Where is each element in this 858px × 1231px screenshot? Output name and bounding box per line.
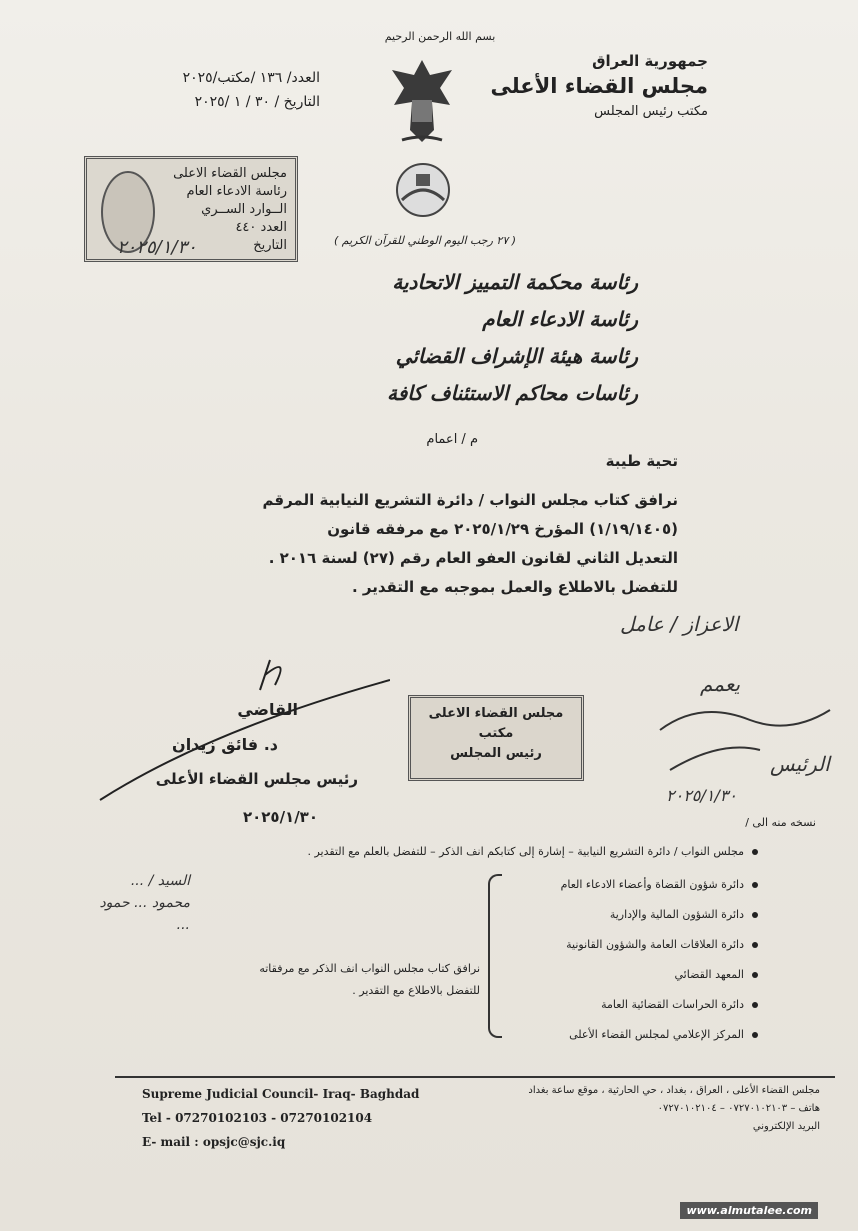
footer-arabic <box>490 1082 820 1136</box>
stamp-line: رئاسة الادعاء العام <box>186 184 287 199</box>
bullet-icon <box>752 1032 758 1038</box>
bullet-icon <box>752 942 758 948</box>
brace-icon <box>488 874 502 1038</box>
national-quran-day: ( ٢٧ رجب اليوم الوطني للقرآن الكريم ) <box>333 234 517 247</box>
footer-ar-email: البريد الإلكتروني <box>752 1121 820 1132</box>
body-line: التعديل الثاني لقانون العفو العام رقم (٢٧) لسنة ٢٠١٦ . <box>268 549 678 567</box>
reference-number: العدد/ ١٣٦ /مكتب/٢٠٢٥ <box>182 70 320 86</box>
office-name: مكتب رئيس المجلس <box>594 104 708 119</box>
body-line: للتفضل بالاطلاع والعمل بموجبه مع التقدير . <box>351 578 678 596</box>
eagle-emblem-icon <box>372 50 472 150</box>
addressees <box>218 270 638 418</box>
addressee: رئاسات محاكم الاستئناف كافة <box>387 381 638 405</box>
signatory-role: القاضي <box>237 700 298 719</box>
letter-body <box>178 486 678 602</box>
bullet-icon <box>752 1002 758 1008</box>
footer-en-tel: Tel - 07270102103 - 07270102104 <box>142 1111 373 1125</box>
addressee: رئاسة الادعاء العام <box>482 307 638 331</box>
signatory-title: رئيس مجلس القضاء الأعلى <box>155 770 358 788</box>
handwritten-note: الاعزاز / عامل <box>620 612 739 636</box>
bullet-icon <box>752 972 758 978</box>
footer-en-name: Supreme Judicial Council- Iraq- Baghdad <box>142 1087 420 1101</box>
stamp-number: العدد ٤٤٠ <box>235 220 287 235</box>
list-item: دائرة العلاقات العامة والشؤون القانونية <box>478 930 758 960</box>
signatory-name: د. فائق زيدان <box>172 735 278 754</box>
copy-recipients <box>478 870 758 1050</box>
handwritten-note: ٢٠٢٥/١/٣٠ <box>666 786 737 805</box>
greeting: تحية طيبة <box>605 452 678 470</box>
bullet-icon <box>752 849 758 855</box>
subject: م / اعمام <box>426 432 478 447</box>
stamp-line: مجلس القضاء الاعلى <box>428 706 564 721</box>
handwritten-note: الرئيس <box>770 752 830 776</box>
republic-name: جمهورية العراق <box>592 52 708 70</box>
copies-label: نسخه منه الى / <box>745 816 816 829</box>
source-watermark: www.almutalee.com <box>680 1202 818 1219</box>
body-line: (١/١٩/١٤٠٥) المؤرخ ٢٠٢٥/١/٢٩ مع مرفقه قانون <box>327 520 678 538</box>
council-name: مجلس القضاء الأعلى <box>490 74 708 98</box>
reference-date: التاريخ / ٣٠ / ١ /٢٠٢٥ <box>194 94 320 110</box>
footer-ar-phone: هاتف – ٠٧٢٧٠١٠٢١٠٣ – ٠٧٢٧٠١٠٢١٠٤ <box>657 1103 820 1114</box>
list-item: دائرة الحراسات القضائية العامة <box>478 990 758 1020</box>
stamp-line: مكتب <box>478 726 514 741</box>
stamp-date-handwritten: ٢٠٢٥/١/٣٠ <box>117 237 197 258</box>
quran-day-logo-icon <box>388 160 458 220</box>
list-item: المعهد القضائي <box>478 960 758 990</box>
basmala: بسم الله الرحمن الرحيم <box>384 30 496 43</box>
stamp-line: الــوارد الســري <box>201 202 287 217</box>
stamp-line: رئيس المجلس <box>450 746 542 761</box>
letterhead <box>490 52 708 119</box>
bullet-icon <box>752 882 758 888</box>
margin-handwritten-note: السيد / ... محمود ... حمود ... <box>99 873 190 933</box>
stamp-line: مجلس القضاء الاعلى <box>173 166 287 181</box>
list-item: دائرة الشؤون المالية والإدارية <box>478 900 758 930</box>
addressee: رئاسة هيئة الإشراف القضائي <box>395 344 638 368</box>
footer-english <box>142 1082 419 1154</box>
addressee: رئاسة محكمة التمييز الاتحادية <box>392 270 638 294</box>
footer-divider <box>115 1076 835 1078</box>
handwritten-note: يعمم <box>700 672 741 696</box>
signatory-date: ٢٠٢٥/١/٣٠ <box>242 808 318 826</box>
stamp-date-label: التاريخ <box>253 238 287 253</box>
bullet-icon <box>752 912 758 918</box>
body-line: نرافق كتاب مجلس النواب / دائرة التشريع النيابية المرقم <box>262 491 678 509</box>
office-stamp <box>408 695 584 781</box>
list-item: المركز الإعلامي لمجلس القضاء الأعلى <box>478 1020 758 1050</box>
list-item: دائرة شؤون القضاة وأعضاء الادعاء العام <box>478 870 758 900</box>
footer-ar-address: مجلس القضاء الأعلى ، العراق ، بغداد ، حي الحارثية ، موقع ساعة بغداد <box>528 1085 820 1096</box>
reference-block <box>120 70 320 118</box>
brace-note: نرافق كتاب مجلس النواب انف الذكر مع مرفقاته للتفضل بالاطلاع مع التقدير . <box>259 962 480 997</box>
handwritten-signature-icon <box>640 690 840 780</box>
copy-recipient-first: مجلس النواب / دائرة التشريع النيابية – إشارة إلى كتابكم انف الذكر – للتفضل بالعلم مع التقدير . <box>78 845 758 858</box>
footer-en-email: E- mail : opsjc@sjc.iq <box>142 1135 286 1149</box>
incoming-stamp <box>84 156 298 262</box>
